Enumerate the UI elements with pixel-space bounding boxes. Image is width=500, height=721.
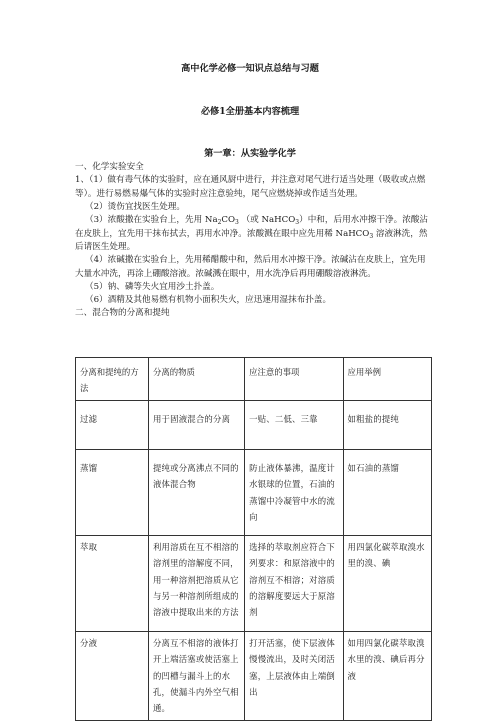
safety-item-2: （2）烫伤宜找医生处理。 <box>85 201 185 212</box>
table-cell: 过滤 <box>76 400 149 449</box>
table-cell: 提纯或分离沸点不同的液体混合物 <box>148 449 244 535</box>
table-header-cell: 分离的物质 <box>148 358 244 401</box>
table-cell: 防止液体暴沸，温度计水银球的位置，石油的蒸馏中冷凝管中水的流向 <box>245 449 343 535</box>
table-cell: 萃取 <box>76 535 149 631</box>
table-cell: 如石油的蒸馏 <box>343 449 431 535</box>
table-cell: 用于固液混合的分离 <box>148 400 244 449</box>
table-row <box>76 535 432 631</box>
table-header-row <box>76 358 432 401</box>
safety-item-6: （6）酒精及其他易燃有机物小面积失火，应迅速用湿抹布扑盖。 <box>85 295 332 306</box>
section2-heading: 二、混合物的分离和提纯 <box>75 308 170 319</box>
document-title: 高中化学必修一知识点总结与习题 <box>181 63 319 74</box>
safety-item-5: （5）钠、磷等失火宜用沙土扑盖。 <box>85 281 220 292</box>
separation-methods-table <box>75 357 432 721</box>
table-cell: 一贴、二低、三靠 <box>245 400 343 449</box>
table-header-cell: 应注意的事项 <box>245 358 343 401</box>
table-header-cell: 应用举例 <box>343 358 431 401</box>
safety-item-3: （3）浓酸撒在实验台上，先用 $Na_2CO_3$ （或 NaHCO$_3$）中和，后用水冲擦干净。浓酸沾在皮肤上，宜先用干抹布拭去，再用水冲净。浓酸溅在眼中应先用稀 NaHCO$_3$ 溶液淋洗，然后请医生处理。 <box>75 215 429 252</box>
chapter-title: 第一章：从实验学化学 <box>204 148 296 159</box>
table-row <box>76 400 432 449</box>
table-cell: 如用四氯化碳萃取溴水里的溴、碘后再分液 <box>343 631 431 720</box>
table-cell: 分液 <box>76 631 149 720</box>
table-header-cell: 分离和提纯的方法 <box>76 358 149 401</box>
safety-item-1: 1、（1）做有毒气体的实验时，应在通风厨中进行，并注意对尾气进行适当处理（吸收或点燃等）。进行易燃易爆气体的实验时应注意验纯，尾气应燃烧掉或作适当处理。 <box>75 175 426 199</box>
document-subtitle: 必修1全册基本内容梳理 <box>200 106 300 117</box>
table-row <box>76 449 432 535</box>
table-cell: 打开活塞，使下层液体慢慢流出，及时关闭活塞，上层液体由上端倒出 <box>245 631 343 720</box>
table-cell: 利用溶质在互不相溶的溶剂里的溶解度不同，用一种溶剂把溶质从它与另一种溶剂所组成的溶液中提取出来的方法 <box>148 535 244 631</box>
table-cell: 选择的萃取剂应符合下列要求：和原溶液中的溶剂互不相溶；对溶质的溶解度要远大于原溶剂 <box>245 535 343 631</box>
section1-heading: 一、化学实验安全 <box>75 162 144 172</box>
table-cell: 分离互不相溶的液体打开上端活塞或使活塞上的凹槽与漏斗上的水孔，使漏斗内外空气相通。 <box>148 631 244 720</box>
safety-item-4: （4）浓碱撒在实验台上，先用稀醋酸中和，然后用水冲擦干净。浓碱沾在皮肤上，宜先用大量水冲洗，再涂上硼酸溶液。浓碱溅在眼中，用水洗净后再用硼酸溶液淋洗。 <box>75 255 426 279</box>
section-safety <box>75 161 430 321</box>
table-cell: 蒸馏 <box>76 449 149 535</box>
table-cell: 如粗盐的提纯 <box>343 400 431 449</box>
table-cell: 用四氯化碳萃取溴水里的溴、碘 <box>343 535 431 631</box>
